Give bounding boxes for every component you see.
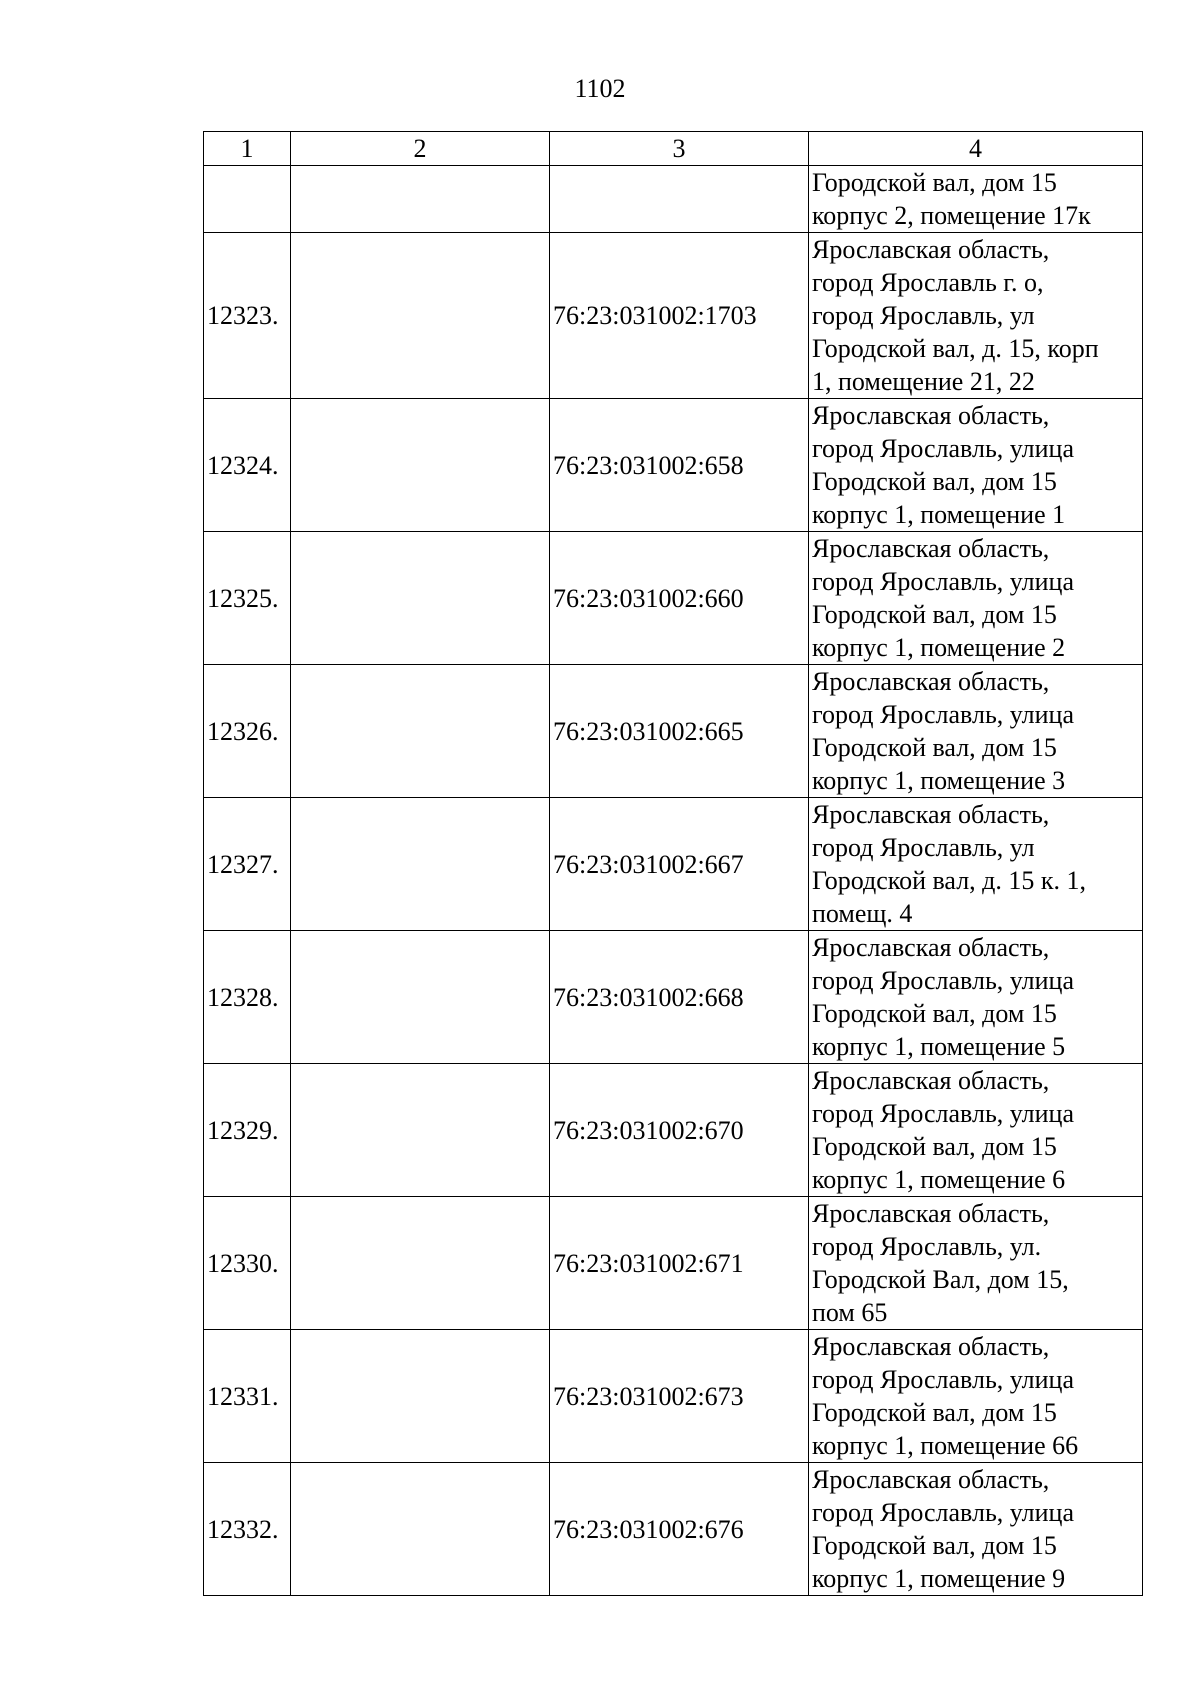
row-number-cell: 12327. bbox=[204, 798, 291, 931]
address-cell: Ярославская область, город Ярославль, улица Городской вал, дом 15 корпус 1, помещение 5 bbox=[809, 931, 1143, 1064]
cadastral-number-cell: 76:23:031002:1703 bbox=[550, 233, 809, 399]
row-number-cell: 12331. bbox=[204, 1330, 291, 1463]
header-cell-1: 1 bbox=[204, 132, 291, 166]
row-number-cell: 12329. bbox=[204, 1064, 291, 1197]
address-cell: Ярославская область, город Ярославль, улица Городской вал, дом 15 корпус 1, помещение 1 bbox=[809, 399, 1143, 532]
row-col2-cell bbox=[291, 1197, 550, 1330]
address-cell: Ярославская область, город Ярославль г. о, город Ярославль, ул Городской вал, д. 15, корп 1, помещение 21, 22 bbox=[809, 233, 1143, 399]
address-cell: Ярославская область, город Ярославль, улица Городской вал, дом 15 корпус 1, помещение 66 bbox=[809, 1330, 1143, 1463]
address-cell: Ярославская область, город Ярославль, улица Городской вал, дом 15 корпус 1, помещение 2 bbox=[809, 532, 1143, 665]
table-row bbox=[204, 1197, 1143, 1330]
row-col2-cell bbox=[291, 665, 550, 798]
row-number-cell: 12332. bbox=[204, 1463, 291, 1596]
row-col2-cell bbox=[291, 399, 550, 532]
row-number-cell: 12323. bbox=[204, 233, 291, 399]
header-cell-3: 3 bbox=[550, 132, 809, 166]
row-number-cell: 12330. bbox=[204, 1197, 291, 1330]
header-cell-4: 4 bbox=[809, 132, 1143, 166]
address-cell: Городской вал, дом 15 корпус 2, помещение 17к bbox=[809, 166, 1143, 233]
table-row bbox=[204, 399, 1143, 532]
row-col2-cell bbox=[291, 798, 550, 931]
address-cell: Ярославская область, город Ярославль, ул Городской вал, д. 15 к. 1, помещ. 4 bbox=[809, 798, 1143, 931]
row-number-cell: 12328. bbox=[204, 931, 291, 1064]
row-col2-cell bbox=[291, 166, 550, 233]
table-row bbox=[204, 798, 1143, 931]
table-row bbox=[204, 931, 1143, 1064]
table-header-row bbox=[204, 132, 1143, 166]
row-col2-cell bbox=[291, 1463, 550, 1596]
address-cell: Ярославская область, город Ярославль, ул. Городской Вал, дом 15, пом 65 bbox=[809, 1197, 1143, 1330]
row-number-cell: 12324. bbox=[204, 399, 291, 532]
cadastral-number-cell: 76:23:031002:673 bbox=[550, 1330, 809, 1463]
row-col2-cell bbox=[291, 233, 550, 399]
table-row bbox=[204, 1463, 1143, 1596]
cadastral-number-cell: 76:23:031002:676 bbox=[550, 1463, 809, 1596]
row-col2-cell bbox=[291, 1064, 550, 1197]
cadastral-number-cell: 76:23:031002:665 bbox=[550, 665, 809, 798]
address-cell: Ярославская область, город Ярославль, улица Городской вал, дом 15 корпус 1, помещение 6 bbox=[809, 1064, 1143, 1197]
cadastral-number-cell: 76:23:031002:668 bbox=[550, 931, 809, 1064]
address-cell: Ярославская область, город Ярославль, улица Городской вал, дом 15 корпус 1, помещение 3 bbox=[809, 665, 1143, 798]
table-row bbox=[204, 665, 1143, 798]
cadastral-number-cell: 76:23:031002:660 bbox=[550, 532, 809, 665]
cadastral-number-cell bbox=[550, 166, 809, 233]
row-col2-cell bbox=[291, 532, 550, 665]
address-cell: Ярославская область, город Ярославль, улица Городской вал, дом 15 корпус 1, помещение 9 bbox=[809, 1463, 1143, 1596]
registry-table bbox=[203, 131, 1143, 1596]
table-row bbox=[204, 532, 1143, 665]
row-number-cell bbox=[204, 166, 291, 233]
cadastral-number-cell: 76:23:031002:671 bbox=[550, 1197, 809, 1330]
row-col2-cell bbox=[291, 1330, 550, 1463]
row-number-cell: 12326. bbox=[204, 665, 291, 798]
cadastral-number-cell: 76:23:031002:670 bbox=[550, 1064, 809, 1197]
header-cell-2: 2 bbox=[291, 132, 550, 166]
cadastral-number-cell: 76:23:031002:667 bbox=[550, 798, 809, 931]
table-row bbox=[204, 1064, 1143, 1197]
table-row bbox=[204, 233, 1143, 399]
row-col2-cell bbox=[291, 931, 550, 1064]
row-number-cell: 12325. bbox=[204, 532, 291, 665]
page-number: 1102 bbox=[574, 74, 626, 103]
table-row bbox=[204, 166, 1143, 233]
cadastral-number-cell: 76:23:031002:658 bbox=[550, 399, 809, 532]
table-row bbox=[204, 1330, 1143, 1463]
